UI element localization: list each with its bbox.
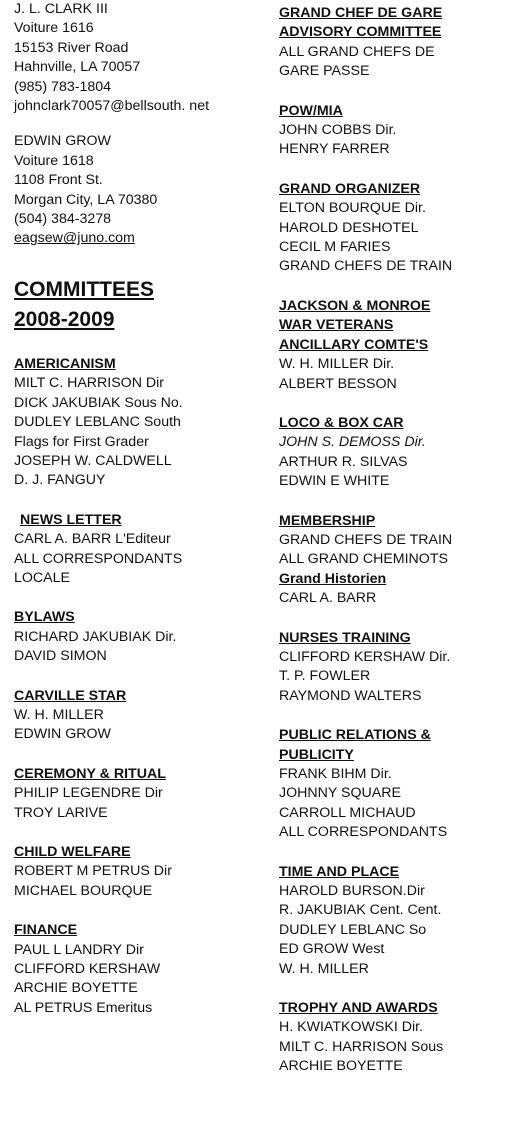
committee-heading: AMERICANISM	[14, 355, 116, 372]
committee-member: RAYMOND WALTERS	[279, 687, 422, 704]
committee-jackson-monroe	[279, 297, 505, 394]
committee-grand-organizer	[279, 180, 505, 277]
committee-americanism	[14, 355, 264, 491]
contact-line: EDWIN GROW	[14, 133, 111, 150]
contact-grow	[14, 132, 264, 248]
committee-member: HAROLD DESHOTEL	[279, 219, 419, 236]
committee-time-and-place	[279, 863, 505, 979]
right-column	[279, 0, 505, 1077]
committee-heading: GRAND ORGANIZER	[279, 180, 421, 197]
committee-member: ED GROW West	[279, 941, 385, 958]
committee-member: AL PETRUS Emeritus	[14, 999, 153, 1016]
committee-member: EDWIN E WHITE	[279, 473, 390, 490]
contact-line: Morgan City, LA 70380	[14, 191, 158, 208]
contact-line: J. L. CLARK III	[14, 1, 108, 17]
committee-member: JOHN COBBS Dir.	[279, 122, 397, 139]
contact-line: Voiture 1616	[14, 20, 94, 37]
committee-heading: PUBLIC RELATIONS &	[279, 727, 431, 744]
committee-trophy-awards	[279, 999, 505, 1077]
committee-sub-heading: Grand Historien	[279, 570, 387, 587]
contact-line: 15153 River Road	[14, 39, 129, 56]
committee-heading: CHILD WELFARE	[14, 844, 131, 860]
committee-heading: CARVILLE STAR	[14, 687, 127, 704]
committee-member: ALL GRAND CHEMINOTS	[279, 551, 448, 568]
committee-member: ARCHIE BOYETTE	[279, 1058, 403, 1075]
committee-member: Flags for First Grader	[14, 433, 149, 450]
committee-heading: ANCILLARY COMTE'S	[279, 336, 429, 353]
left-column	[14, 0, 264, 1018]
committee-heading: CEREMONY & RITUAL	[14, 765, 166, 782]
contact-line: (504) 384-3278	[14, 211, 112, 228]
committee-member: TROY LARIVE	[14, 804, 108, 821]
committees-title	[14, 275, 264, 335]
committee-heading: TROPHY AND AWARDS	[279, 1000, 438, 1017]
committee-heading: GRAND CHEF DE GARE	[279, 5, 443, 21]
committee-member: R. JAKUBIAK Cent. Cent.	[279, 902, 442, 919]
committee-heading: JACKSON & MONROE	[279, 297, 431, 314]
committees-heading: COMMITTEES	[14, 277, 154, 301]
contact-line: (985) 783-1804	[14, 78, 112, 95]
committee-heading: POW/MIA	[279, 102, 343, 119]
contact-line: Voiture 1618	[14, 152, 94, 169]
committee-member: JOSEPH W. CALDWELL	[14, 452, 172, 469]
committee-member: DUDLEY LEBLANC South	[14, 414, 181, 431]
committee-member: ARCHIE BOYETTE	[14, 980, 138, 997]
committee-member: MILT C. HARRISON Dir	[14, 375, 165, 392]
committee-member: CLIFFORD KERSHAW	[14, 961, 161, 978]
committee-member: HENRY FARRER	[279, 141, 390, 158]
committee-member: DUDLEY LEBLANC So	[279, 921, 427, 938]
committee-heading: BYLAWS	[14, 609, 75, 626]
committee-member: CARROLL MICHAUD	[279, 804, 416, 821]
committee-grand-chef-de-gare	[279, 4, 505, 82]
committee-member: ROBERT M PETRUS Dir	[14, 863, 172, 880]
committee-finance	[14, 921, 264, 1018]
committee-member: LOCALE	[14, 569, 70, 586]
committee-member: ALBERT BESSON	[279, 375, 397, 392]
committee-pow-mia	[279, 102, 505, 160]
committee-member: W. H. MILLER	[279, 960, 369, 977]
committee-member: RICHARD JAKUBIAK Dir.	[14, 628, 177, 645]
committee-carville-star	[14, 687, 264, 745]
committee-member: ALL CORRESPONDANTS	[14, 550, 183, 567]
committee-member: CARL A. BARR L'Editeur	[14, 531, 171, 548]
committee-heading: MEMBERSHIP	[279, 512, 376, 529]
committee-member: PHILIP LEGENDRE Dir	[14, 785, 163, 802]
committee-member: ALL CORRESPONDANTS	[279, 824, 448, 841]
committees-year: 2008-2009	[14, 307, 115, 331]
committee-member: JOHNNY SQUARE	[279, 785, 401, 802]
contact-line: Hahnville, LA 70057	[14, 59, 141, 76]
contact-clark	[14, 0, 264, 116]
committee-ceremony-ritual	[14, 765, 264, 823]
committee-heading: LOCO & BOX CAR	[279, 414, 404, 431]
committee-member: FRANK BIHM Dir.	[279, 766, 392, 782]
committee-member: MILT C. HARRISON Sous	[279, 1038, 444, 1055]
committee-member: CARL A. BARR	[279, 590, 377, 607]
committee-member: GRAND CHEFS DE TRAIN	[279, 258, 453, 275]
committee-heading: NEWS LETTER	[20, 511, 122, 528]
committee-member: ARTHUR R. SILVAS	[279, 453, 408, 470]
committee-member: T. P. FOWLER	[279, 668, 371, 685]
committee-member: CLIFFORD KERSHAW Dir.	[279, 648, 451, 665]
committee-heading: TIME AND PLACE	[279, 863, 400, 880]
committee-member: D. J. FANGUY	[14, 472, 106, 489]
committee-member: W. H. MILLER	[14, 706, 104, 723]
committee-member: HAROLD BURSON.Dir	[279, 883, 425, 900]
committee-member: EDWIN GROW	[14, 726, 111, 743]
committee-member: CECIL M FARIES	[279, 239, 391, 256]
committee-loco-box-car	[279, 414, 505, 492]
committee-child-welfare	[14, 843, 264, 901]
committee-member: GARE PASSE	[279, 63, 370, 80]
committee-public-relations	[279, 726, 505, 842]
committee-member: MICHAEL BOURQUE	[14, 882, 153, 899]
committee-member: ALL GRAND CHEFS DE	[279, 43, 435, 60]
committee-member: GRAND CHEFS DE TRAIN	[279, 531, 453, 548]
committee-heading: FINANCE	[14, 922, 78, 939]
committee-heading: PUBLICITY	[279, 746, 354, 763]
committee-member: H. KWIATKOWSKI Dir.	[279, 1019, 423, 1036]
committee-member: PAUL L LANDRY Dir	[14, 941, 144, 958]
committee-news-letter	[14, 511, 264, 589]
committee-heading: WAR VETERANS	[279, 317, 394, 334]
committee-heading: ADVISORY COMMITTEE	[279, 24, 442, 41]
committee-membership	[279, 512, 505, 609]
committee-member: DICK JAKUBIAK Sous No.	[14, 394, 183, 411]
committee-bylaws	[14, 608, 264, 666]
committee-member: DAVID SIMON	[14, 648, 107, 665]
committee-member: JOHN S. DEMOSS Dir.	[279, 434, 426, 451]
contact-line: 1108 Front St.	[14, 172, 103, 189]
committee-member: ELTON BOURQUE Dir.	[279, 200, 426, 217]
committee-heading: NURSES TRAINING	[279, 629, 411, 646]
contact-email[interactable]: eagsew@juno.com	[14, 230, 135, 247]
committee-nurses-training	[279, 629, 505, 707]
contact-email[interactable]: johnclark70057@bellsouth. net	[14, 98, 210, 115]
committee-member: W. H. MILLER Dir.	[279, 356, 395, 373]
